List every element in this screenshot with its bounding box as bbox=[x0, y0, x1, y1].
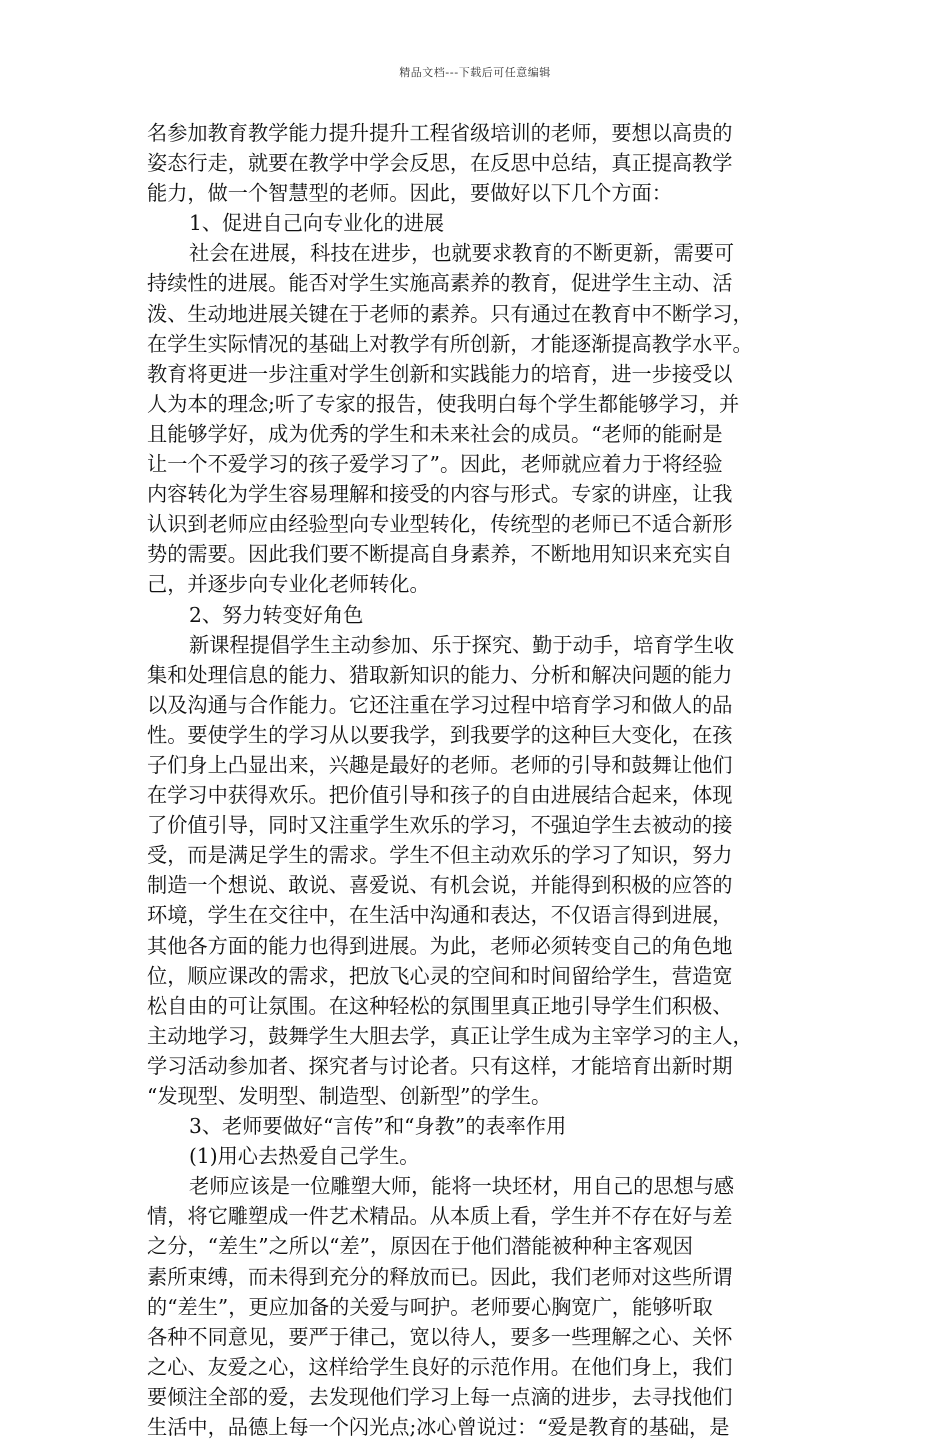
text-line: 老师应该是一位雕塑大师，能将一块坯材，用自己的思想与感 bbox=[189, 1174, 735, 1199]
text-line: 受，而是满足学生的需求。学生不但主动欢乐的学习了知识，努力 bbox=[147, 843, 733, 868]
text-line: 情，将它雕塑成一件艺术精品。从本质上看，学生并不存在好与差 bbox=[147, 1204, 733, 1229]
text-line: 集和处理信息的能力、猎取新知识的能力、分析和解决问题的能力 bbox=[147, 662, 733, 687]
text-line: 内容转化为学生容易理解和接受的内容与形式。专家的讲座，让我 bbox=[147, 482, 733, 507]
text-line: 子们身上凸显出来，兴趣是最好的老师。老师的引导和鼓舞让他们 bbox=[147, 752, 733, 777]
text-line: 要倾注全部的爱，去发现他们学习上每一点滴的进步，去寻找他们 bbox=[147, 1384, 733, 1409]
text-line: 制造一个想说、敢说、喜爱说、有机会说，并能得到积极的应答的 bbox=[147, 873, 733, 898]
text-line: 在学习中获得欢乐。把价值引导和孩子的自由进展结合起来，体现 bbox=[147, 783, 733, 808]
text-line: 环境，学生在交往中，在生活中沟通和表达，不仅语言得到进展， bbox=[147, 903, 733, 928]
text-line: 1、促进自己向专业化的进展 bbox=[189, 211, 445, 236]
text-line: 势的需要。因此我们要不断提高自身素养，不断地用知识来充实自 bbox=[147, 542, 733, 567]
text-line: 3、老师要做好“言传”和“身教”的表率作用 bbox=[189, 1114, 567, 1139]
text-line: 其他各方面的能力也得到进展。为此，老师必须转变自己的角色地 bbox=[147, 933, 733, 958]
text-line: 姿态行走，就要在教学中学会反思，在反思中总结，真正提高教学 bbox=[147, 151, 733, 176]
text-line: 松自由的可让氛围。在这种轻松的氛围里真正地引导学生们积极、 bbox=[147, 993, 733, 1018]
text-line: 之分，“差生”之所以“差”，原因在于他们潜能被种种主客观因 bbox=[147, 1234, 693, 1259]
text-line: 学习活动参加者、探究者与讨论者。只有这样，才能培育出新时期 bbox=[147, 1053, 733, 1078]
text-line: 让一个不爱学习的孩子爱学习了”。因此，老师就应着力于将经验 bbox=[147, 452, 723, 477]
text-line: 位，顺应课改的需求，把放飞心灵的空间和时间留给学生，营造宽 bbox=[147, 963, 733, 988]
text-line: 人为本的理念;听了专家的报告，使我明白每个学生都能够学习，并 bbox=[147, 391, 740, 416]
text-line: 认识到老师应由经验型向专业型转化，传统型的老师已不适合新形 bbox=[147, 512, 733, 537]
text-line: “发现型、发明型、制造型、创新型”的学生。 bbox=[147, 1084, 552, 1108]
text-line: 新课程提倡学生主动参加、乐于探究、勤于动手，培育学生收 bbox=[189, 632, 735, 657]
text-line: 素所束缚，而未得到充分的释放而已。因此，我们老师对这些所谓 bbox=[147, 1264, 733, 1289]
text-line: 的“差生”，更应加备的关爱与呵护。老师要心胸宽广，能够听取 bbox=[147, 1294, 713, 1319]
text-line: 之心、友爱之心，这样给学生良好的示范作用。在他们身上，我们 bbox=[147, 1354, 733, 1379]
text-line: 以及沟通与合作能力。它还注重在学习过程中培育学习和做人的品 bbox=[147, 692, 733, 717]
document-body bbox=[147, 118, 803, 1442]
text-line: 己，并逐步向专业化老师转化。 bbox=[147, 572, 430, 597]
page-header: 精品文档---下载后可任意编辑 bbox=[399, 66, 551, 79]
text-line: 教育将更进一步注重对学生创新和实践能力的培育，进一步接受以 bbox=[147, 361, 733, 386]
text-line: (1)用心去热爱自己学生。 bbox=[189, 1144, 420, 1169]
text-line: 了价值引导，同时又注重学生欢乐的学习，不强迫学生去被动的接 bbox=[147, 813, 733, 838]
text-line: 主动地学习，鼓舞学生大胆去学，真正让学生成为主宰学习的主人， bbox=[147, 1023, 753, 1048]
text-line: 生活中，品德上每一个闪光点;冰心曾说过：“爱是教育的基础，是 bbox=[147, 1415, 730, 1440]
text-line: 各种不同意见，要严于律己，宽以待人，要多一些理解之心、关怀 bbox=[147, 1324, 733, 1349]
text-line: 泼、生动地进展关键在于老师的素养。只有通过在教育中不断学习， bbox=[147, 301, 753, 326]
text-line: 持续性的进展。能否对学生实施高素养的教育，促进学生主动、活 bbox=[147, 271, 733, 296]
text-line: 能力，做一个智慧型的老师。因此，要做好以下几个方面： bbox=[147, 181, 672, 206]
text-line: 名参加教育教学能力提升提升工程省级培训的老师，要想以高贵的 bbox=[147, 121, 733, 145]
text-line: 性。要使学生的学习从以要我学，到我要学的这种巨大变化，在孩 bbox=[147, 722, 733, 747]
text-line: 2、努力转变好角色 bbox=[189, 602, 364, 627]
text-line: 且能够学好，成为优秀的学生和未来社会的成员。“老师的能耐是 bbox=[147, 421, 723, 446]
text-line: 在学生实际情况的基础上对教学有所创新，才能逐渐提高教学水平。 bbox=[147, 331, 753, 356]
text-line: 社会在进展，科技在进步，也就要求教育的不断更新，需要可 bbox=[189, 241, 735, 266]
